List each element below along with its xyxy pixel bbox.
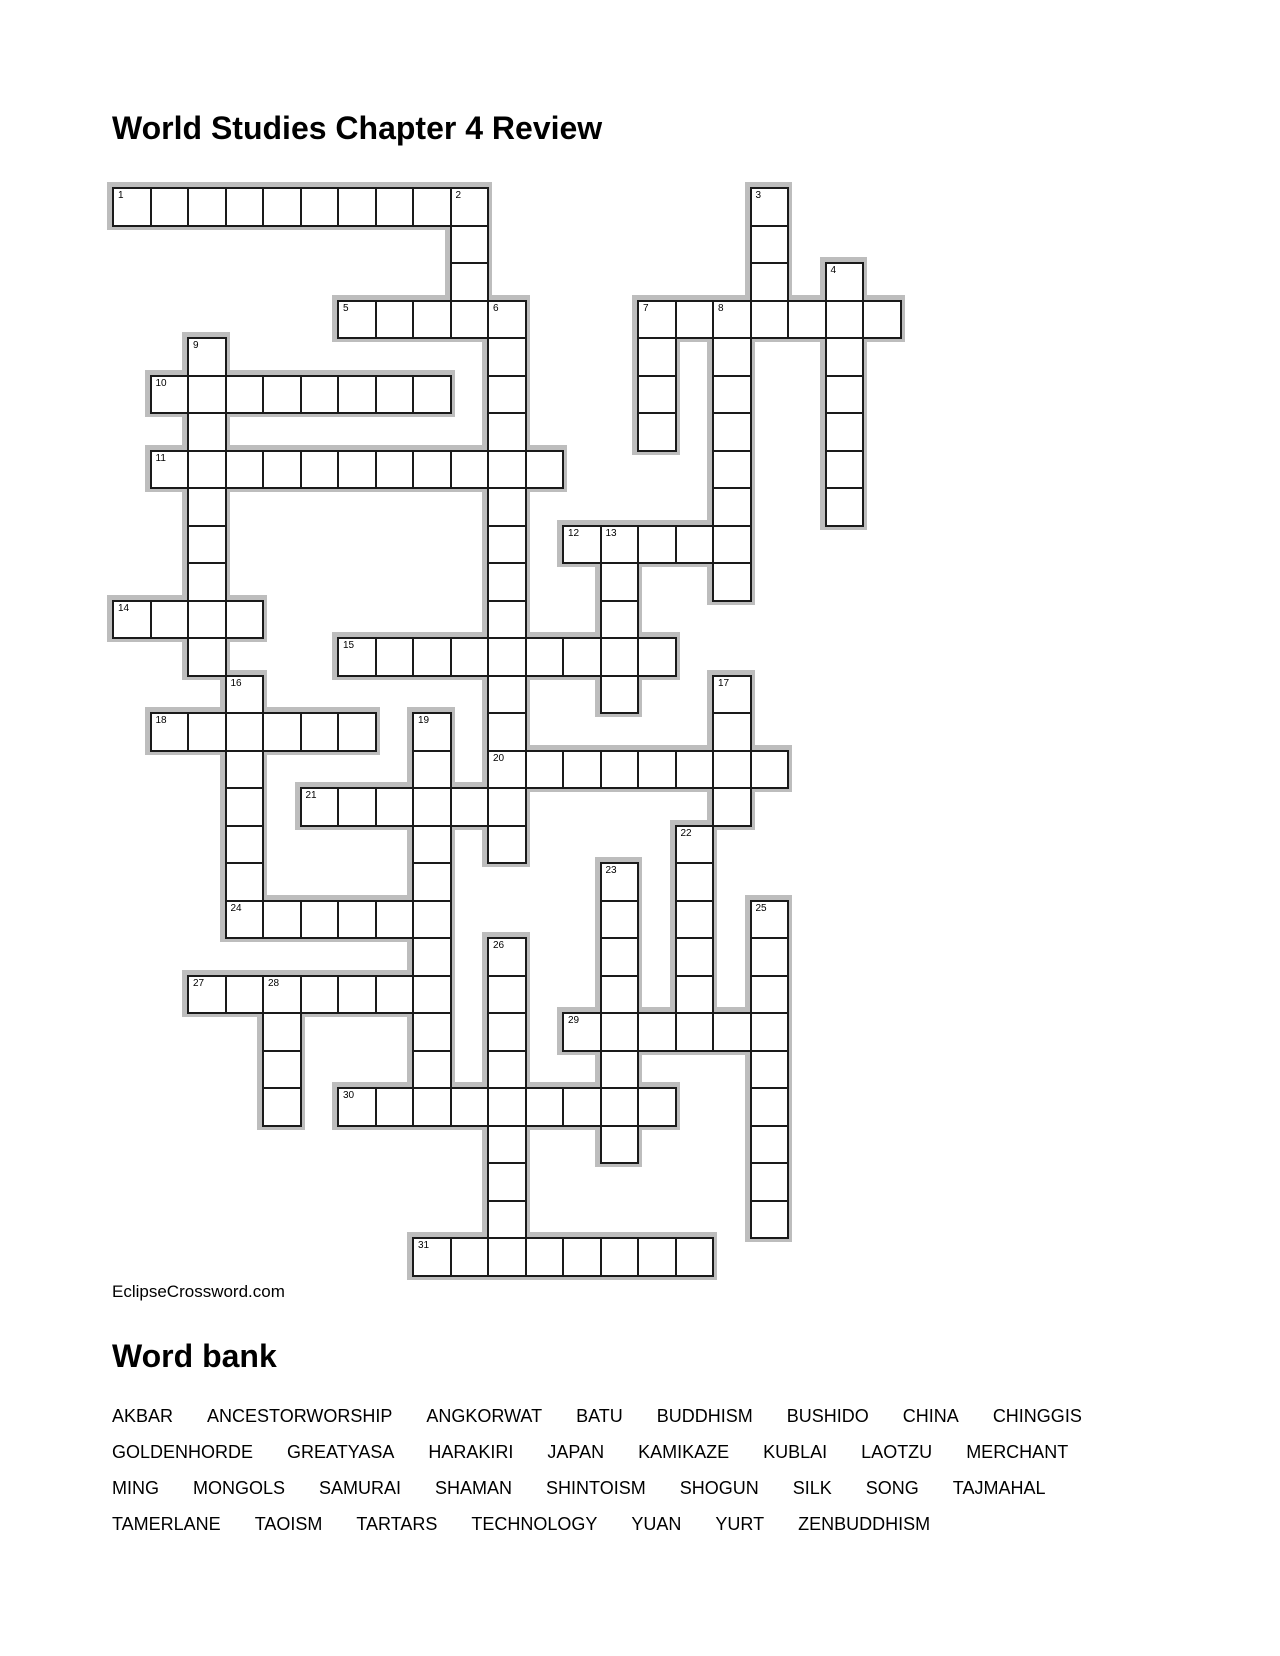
- crossword-cell[interactable]: [487, 675, 527, 715]
- crossword-cell[interactable]: [225, 975, 265, 1015]
- crossword-cell[interactable]: [375, 900, 415, 940]
- clue-number: 8: [718, 302, 724, 314]
- crossword-cell[interactable]: [225, 825, 265, 865]
- clue-number: 25: [755, 902, 767, 914]
- word-bank-word: BATU: [576, 1406, 623, 1426]
- crossword-cell[interactable]: [675, 750, 715, 790]
- word-bank-word: TAMERLANE: [112, 1514, 221, 1534]
- crossword-cell[interactable]: [187, 975, 227, 1015]
- crossword-cell[interactable]: [637, 525, 677, 565]
- crossword-cell[interactable]: [262, 1012, 302, 1052]
- crossword-cell[interactable]: [525, 637, 565, 677]
- crossword-cell[interactable]: [487, 600, 527, 640]
- word-bank-word: SAMURAI: [319, 1478, 402, 1498]
- crossword-cell[interactable]: [750, 187, 790, 227]
- puzzle-title: World Studies Chapter 4 Review: [112, 110, 603, 146]
- crossword-cell[interactable]: [675, 862, 715, 902]
- crossword-cell[interactable]: [675, 1237, 715, 1277]
- crossword-cell[interactable]: [375, 187, 415, 227]
- word-bank-word: SHINTOISM: [546, 1478, 646, 1498]
- crossword-cell[interactable]: [487, 787, 527, 827]
- crossword-cell[interactable]: [487, 562, 527, 602]
- crossword-cell[interactable]: [600, 600, 640, 640]
- crossword-cell[interactable]: [675, 937, 715, 977]
- crossword-cell[interactable]: [712, 450, 752, 490]
- crossword-cell[interactable]: [600, 1237, 640, 1277]
- crossword-cell[interactable]: [487, 1125, 527, 1165]
- crossword-cell[interactable]: [300, 900, 340, 940]
- word-bank-heading: Word bank: [112, 1338, 277, 1374]
- crossword-cell[interactable]: [712, 675, 752, 715]
- crossword-cell[interactable]: [600, 750, 640, 790]
- crossword-cell[interactable]: [712, 562, 752, 602]
- crossword-cell[interactable]: [637, 637, 677, 677]
- crossword-cell[interactable]: [412, 1050, 452, 1090]
- crossword-cell[interactable]: [637, 1237, 677, 1277]
- clue-number: 18: [155, 715, 167, 726]
- crossword-cell[interactable]: [187, 712, 227, 752]
- crossword-cell[interactable]: [412, 187, 452, 227]
- crossword-cell[interactable]: [187, 450, 227, 490]
- crossword-cell[interactable]: [487, 300, 527, 340]
- crossword-cell[interactable]: [112, 187, 152, 227]
- crossword-cell[interactable]: [487, 1162, 527, 1202]
- crossword-cell[interactable]: [450, 637, 490, 677]
- crossword-cell[interactable]: [412, 750, 452, 790]
- crossword-cell[interactable]: [825, 375, 865, 415]
- crossword-cell[interactable]: [375, 787, 415, 827]
- clue-number: 27: [193, 977, 205, 989]
- crossword-cell[interactable]: [712, 750, 752, 790]
- crossword-cell[interactable]: [187, 337, 227, 377]
- crossword-cell[interactable]: [525, 1237, 565, 1277]
- crossword-cell[interactable]: [750, 937, 790, 977]
- crossword-cell[interactable]: [712, 412, 752, 452]
- clue-number: 22: [680, 827, 692, 839]
- crossword-cell[interactable]: [450, 187, 490, 227]
- crossword-cell[interactable]: [450, 225, 490, 265]
- crossword-cell[interactable]: [487, 1237, 527, 1277]
- crossword-cell[interactable]: [412, 975, 452, 1015]
- crossword-cell[interactable]: [225, 375, 265, 415]
- crossword-cell[interactable]: [262, 375, 302, 415]
- word-bank-row: [112, 1470, 1192, 1506]
- crossword-cell[interactable]: [487, 412, 527, 452]
- crossword-cell[interactable]: [412, 300, 452, 340]
- word-bank-word: CHINGGIS: [992, 1406, 1082, 1426]
- crossword-cell[interactable]: [450, 787, 490, 827]
- clue-number: 17: [718, 677, 730, 689]
- word-bank-word: ANGKORWAT: [426, 1406, 543, 1426]
- word-bank-word: KAMIKAZE: [638, 1442, 730, 1462]
- crossword-cell[interactable]: [600, 637, 640, 677]
- crossword-cell[interactable]: [600, 862, 640, 902]
- crossword-cell[interactable]: [712, 337, 752, 377]
- word-bank-word: MONGOLS: [193, 1478, 286, 1498]
- word-bank-word: TAJMAHAL: [952, 1478, 1046, 1498]
- crossword-cell[interactable]: [262, 1087, 302, 1127]
- clue-number: 21: [305, 790, 317, 801]
- word-bank-word: SHAMAN: [435, 1478, 513, 1498]
- crossword-cell[interactable]: [112, 600, 152, 640]
- crossword-cell[interactable]: [225, 862, 265, 902]
- crossword-cell[interactable]: [450, 1087, 490, 1127]
- crossword-cell[interactable]: [412, 1012, 452, 1052]
- crossword-cell[interactable]: [712, 787, 752, 827]
- crossword-cell[interactable]: [225, 787, 265, 827]
- crossword-cell[interactable]: [187, 562, 227, 602]
- word-bank-word: KUBLAI: [763, 1442, 828, 1462]
- crossword-cell[interactable]: [225, 900, 265, 940]
- clue-number: 10: [155, 377, 167, 389]
- word-bank-list: [112, 1398, 1192, 1542]
- crossword-cell[interactable]: [562, 1237, 602, 1277]
- crossword-cell[interactable]: [412, 825, 452, 865]
- crossword-cell[interactable]: [337, 187, 377, 227]
- crossword-cell[interactable]: [262, 187, 302, 227]
- crossword-cell[interactable]: [412, 937, 452, 977]
- crossword-cell[interactable]: [675, 1012, 715, 1052]
- crossword-cell[interactable]: [337, 787, 377, 827]
- word-bank-word: MING: [112, 1478, 159, 1498]
- crossword-cell[interactable]: [150, 450, 190, 490]
- crossword-cell[interactable]: [600, 937, 640, 977]
- clue-number: 28: [268, 977, 280, 989]
- crossword-cell[interactable]: [337, 1087, 377, 1127]
- crossword-cell[interactable]: [525, 1087, 565, 1127]
- crossword-cell[interactable]: [187, 375, 227, 415]
- clue-number: 4: [830, 265, 837, 276]
- crossword-cell[interactable]: [262, 712, 302, 752]
- crossword-cell[interactable]: [225, 450, 265, 490]
- word-bank-word: CHINA: [902, 1406, 959, 1426]
- crossword-cell[interactable]: [525, 450, 565, 490]
- word-bank-word: SILK: [792, 1478, 832, 1498]
- crossword-cell[interactable]: [375, 1087, 415, 1127]
- clue-number: 3: [755, 190, 762, 201]
- source-credit: EclipseCrossword.com: [112, 1282, 285, 1301]
- crossword-cell[interactable]: [750, 1012, 790, 1052]
- crossword-cell[interactable]: [487, 337, 527, 377]
- crossword-cell[interactable]: [450, 1237, 490, 1277]
- crossword-cell[interactable]: [675, 900, 715, 940]
- crossword-cell[interactable]: [300, 975, 340, 1015]
- crossword-cell[interactable]: [262, 1050, 302, 1090]
- clue-number: 1: [118, 190, 124, 201]
- word-bank-word: ZENBUDDHISM: [798, 1514, 931, 1534]
- crossword-cell[interactable]: [262, 975, 302, 1015]
- crossword-cell[interactable]: [487, 1200, 527, 1240]
- crossword-cell[interactable]: [225, 675, 265, 715]
- clue-number: 7: [643, 302, 649, 314]
- crossword-cell[interactable]: [750, 225, 790, 265]
- crossword-cell[interactable]: [862, 300, 902, 340]
- crossword-cell[interactable]: [787, 300, 827, 340]
- clue-number: 26: [493, 940, 505, 951]
- crossword-cell[interactable]: [487, 937, 527, 977]
- crossword-cell[interactable]: [712, 525, 752, 565]
- crossword-cell[interactable]: [225, 750, 265, 790]
- crossword-cell[interactable]: [225, 187, 265, 227]
- crossword-cell[interactable]: [487, 1050, 527, 1090]
- crossword-cell[interactable]: [562, 637, 602, 677]
- crossword-cell[interactable]: [600, 900, 640, 940]
- word-bank-word: GREATYASA: [287, 1442, 395, 1462]
- crossword-cell[interactable]: [225, 600, 265, 640]
- word-bank-word: TECHNOLOGY: [471, 1514, 598, 1534]
- clue-number: 19: [418, 715, 430, 726]
- crossword-cell[interactable]: [225, 712, 265, 752]
- crossword-cell[interactable]: [487, 1012, 527, 1052]
- crossword-cell[interactable]: [487, 525, 527, 565]
- word-bank-word: LAOTZU: [861, 1442, 933, 1462]
- crossword-cell[interactable]: [412, 862, 452, 902]
- crossword-cell[interactable]: [562, 1012, 602, 1052]
- crossword-cell[interactable]: [300, 787, 340, 827]
- word-bank-word: AKBAR: [112, 1406, 174, 1426]
- crossword-cell[interactable]: [262, 450, 302, 490]
- clue-number: 15: [343, 640, 355, 651]
- crossword-cell[interactable]: [412, 1087, 452, 1127]
- crossword-cell[interactable]: [412, 1237, 452, 1277]
- crossword-cell[interactable]: [300, 712, 340, 752]
- crossword-cell[interactable]: [750, 262, 790, 302]
- crossword-cell[interactable]: [750, 1125, 790, 1165]
- clue-number: 16: [230, 677, 242, 689]
- crossword-cell[interactable]: [487, 975, 527, 1015]
- crossword-cell[interactable]: [187, 600, 227, 640]
- clue-number: 11: [155, 452, 166, 464]
- word-bank-word: HARAKIRI: [428, 1442, 514, 1462]
- crossword-cell[interactable]: [412, 637, 452, 677]
- crossword-cell[interactable]: [675, 525, 715, 565]
- crossword-cell[interactable]: [825, 412, 865, 452]
- crossword-cell[interactable]: [412, 900, 452, 940]
- word-bank-word: GOLDENHORDE: [112, 1442, 254, 1462]
- clue-number: 30: [343, 1090, 355, 1101]
- crossword-cell[interactable]: [637, 1012, 677, 1052]
- crossword-cell[interactable]: [187, 637, 227, 677]
- crossword-cell[interactable]: [600, 1050, 640, 1090]
- crossword-cell[interactable]: [375, 450, 415, 490]
- crossword-cell[interactable]: [450, 450, 490, 490]
- crossword-cell[interactable]: [600, 675, 640, 715]
- crossword-cell[interactable]: [637, 1087, 677, 1127]
- crossword-cell[interactable]: [412, 375, 452, 415]
- crossword-cell[interactable]: [675, 975, 715, 1015]
- clue-number: 20: [493, 752, 505, 764]
- crossword-cell[interactable]: [562, 750, 602, 790]
- crossword-cell[interactable]: [525, 750, 565, 790]
- crossword-cell[interactable]: [300, 375, 340, 415]
- crossword-cell[interactable]: [600, 1125, 640, 1165]
- crossword-cell[interactable]: [487, 712, 527, 752]
- crossword-cell[interactable]: [375, 975, 415, 1015]
- word-bank-word: JAPAN: [547, 1442, 605, 1462]
- clue-number: 2: [455, 190, 462, 201]
- crossword-cell[interactable]: [337, 900, 377, 940]
- crossword-cell[interactable]: [187, 525, 227, 565]
- crossword-cell[interactable]: [337, 375, 377, 415]
- crossword-cell[interactable]: [750, 300, 790, 340]
- crossword-cell[interactable]: [300, 450, 340, 490]
- word-bank-word: YURT: [715, 1514, 765, 1534]
- clue-number: 5: [343, 302, 349, 314]
- crossword-cell[interactable]: [150, 712, 190, 752]
- crossword-cell[interactable]: [300, 187, 340, 227]
- crossword-cell[interactable]: [637, 412, 677, 452]
- crossword-cell[interactable]: [637, 375, 677, 415]
- crossword-cell[interactable]: [262, 900, 302, 940]
- crossword-cell[interactable]: [750, 1087, 790, 1127]
- word-bank-word: SONG: [865, 1478, 919, 1498]
- crossword-cell[interactable]: [412, 450, 452, 490]
- crossword-cell[interactable]: [562, 525, 602, 565]
- word-bank-row: [112, 1506, 1192, 1542]
- crossword-cell[interactable]: [675, 300, 715, 340]
- clue-number: 23: [605, 865, 617, 876]
- clue-number: 6: [493, 302, 499, 314]
- word-bank-row: [112, 1398, 1192, 1434]
- crossword-cell[interactable]: [375, 375, 415, 415]
- word-bank-word: TARTARS: [356, 1514, 438, 1534]
- crossword-cell[interactable]: [487, 825, 527, 865]
- crossword-cell[interactable]: [825, 487, 865, 527]
- crossword-cell[interactable]: [187, 412, 227, 452]
- crossword-cell[interactable]: [600, 1087, 640, 1127]
- crossword-cell[interactable]: [450, 300, 490, 340]
- crossword-cell[interactable]: [450, 262, 490, 302]
- crossword-cell[interactable]: [187, 187, 227, 227]
- crossword-cell[interactable]: [337, 300, 377, 340]
- clue-number: 24: [230, 902, 242, 914]
- crossword-cell[interactable]: [750, 750, 790, 790]
- crossword-cell[interactable]: [150, 375, 190, 415]
- crossword-cell[interactable]: [487, 375, 527, 415]
- crossword-cell[interactable]: [825, 262, 865, 302]
- crossword-cell[interactable]: [750, 1050, 790, 1090]
- crossword-cell[interactable]: [712, 487, 752, 527]
- clue-number: 9: [193, 340, 199, 351]
- crossword-cell[interactable]: [712, 375, 752, 415]
- crossword-cell[interactable]: [712, 1012, 752, 1052]
- crossword-cell[interactable]: [637, 300, 677, 340]
- crossword-cell[interactable]: [150, 600, 190, 640]
- word-bank-word: ANCESTORWORSHIP: [207, 1406, 393, 1426]
- crossword-cell[interactable]: [750, 900, 790, 940]
- crossword-cell[interactable]: [600, 1012, 640, 1052]
- crossword-cell[interactable]: [187, 487, 227, 527]
- crossword-cell[interactable]: [712, 712, 752, 752]
- word-bank-word: YUAN: [631, 1514, 682, 1534]
- clue-number: 31: [418, 1240, 430, 1251]
- crossword-cell[interactable]: [750, 1162, 790, 1202]
- crossword-cell[interactable]: [337, 712, 377, 752]
- crossword-cell[interactable]: [487, 450, 527, 490]
- crossword-cell[interactable]: [825, 337, 865, 377]
- crossword-cell[interactable]: [487, 1087, 527, 1127]
- clue-number: 13: [605, 527, 617, 539]
- crossword-cell[interactable]: [600, 525, 640, 565]
- word-bank-word: BUSHIDO: [786, 1406, 869, 1426]
- crossword-cell[interactable]: [637, 337, 677, 377]
- crossword-cell[interactable]: [412, 712, 452, 752]
- crossword-cell[interactable]: [412, 787, 452, 827]
- crossword-cell[interactable]: [337, 450, 377, 490]
- crossword-cell[interactable]: [637, 750, 677, 790]
- crossword-cell[interactable]: [712, 300, 752, 340]
- crossword-cell[interactable]: [600, 975, 640, 1015]
- crossword-cell[interactable]: [825, 450, 865, 490]
- crossword-cell[interactable]: [337, 637, 377, 677]
- crossword-cell[interactable]: [825, 300, 865, 340]
- crossword-cell[interactable]: [675, 825, 715, 865]
- clue-number: 12: [568, 527, 580, 539]
- crossword-cell[interactable]: [750, 1200, 790, 1240]
- word-bank-word: SHOGUN: [679, 1478, 759, 1498]
- clue-number: 29: [568, 1015, 580, 1026]
- word-bank-word: TAOISM: [254, 1514, 323, 1534]
- crossword-cell[interactable]: [150, 187, 190, 227]
- word-bank-row: [112, 1434, 1192, 1470]
- crossword-cell[interactable]: [487, 487, 527, 527]
- crossword-cell[interactable]: [487, 750, 527, 790]
- crossword-cell[interactable]: [562, 1087, 602, 1127]
- crossword-cell[interactable]: [487, 637, 527, 677]
- crossword-cell[interactable]: [375, 637, 415, 677]
- crossword-cell[interactable]: [750, 975, 790, 1015]
- crossword-cell[interactable]: [375, 300, 415, 340]
- crossword-cell[interactable]: [337, 975, 377, 1015]
- crossword-cell[interactable]: [600, 562, 640, 602]
- word-bank-word: BUDDHISM: [656, 1406, 753, 1426]
- clue-number: 14: [118, 602, 130, 614]
- word-bank-word: MERCHANT: [966, 1442, 1069, 1462]
